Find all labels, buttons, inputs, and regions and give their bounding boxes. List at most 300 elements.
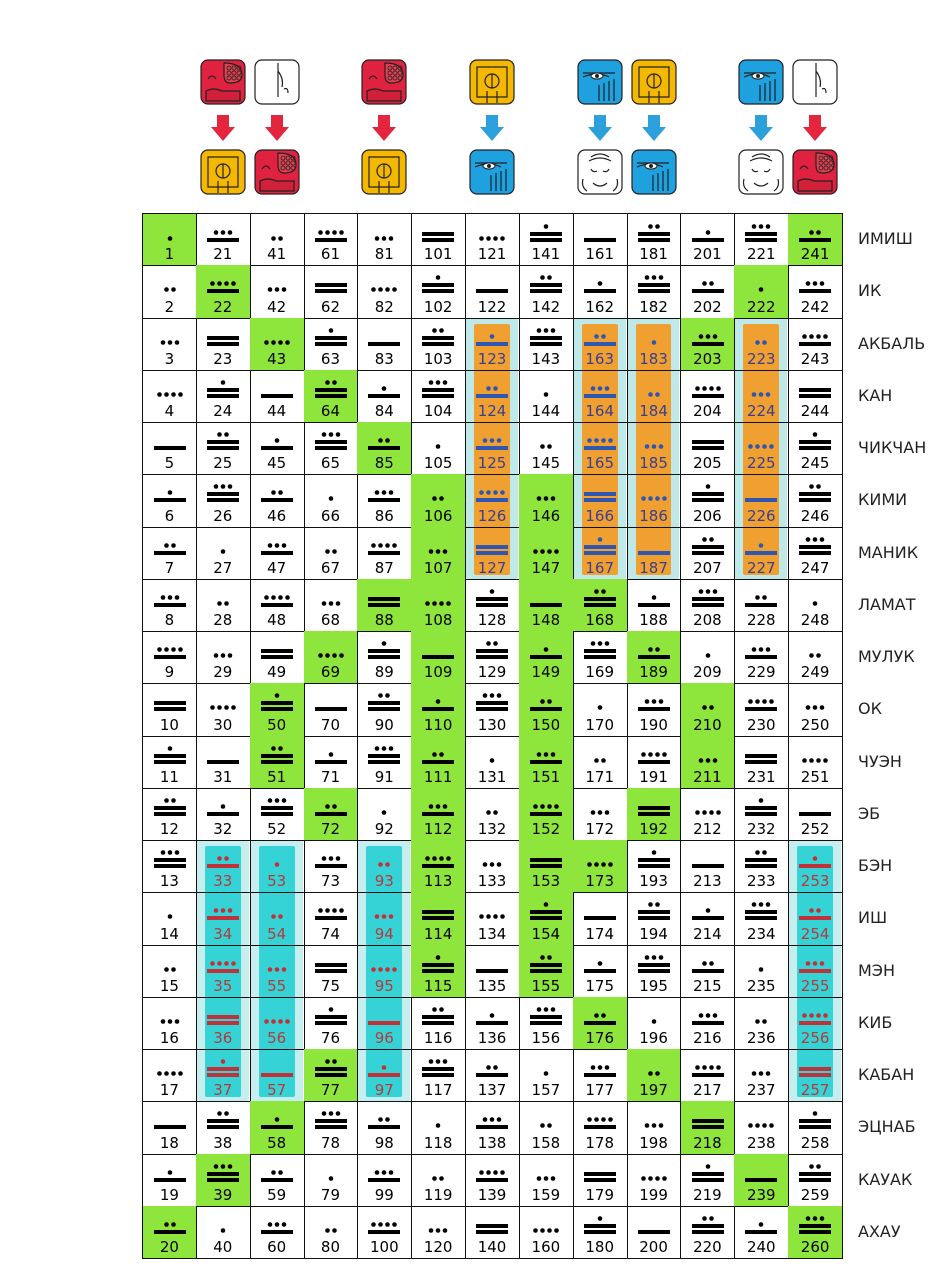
day-number: 122: [477, 297, 507, 316]
bar-mark: [692, 1119, 724, 1123]
dot-mark: [500, 914, 505, 919]
maya-numeral: [627, 1154, 681, 1186]
maya-numeral: [357, 1049, 411, 1081]
dot-mark: [759, 967, 764, 972]
bar-mark: [315, 760, 347, 764]
day-cell: [681, 265, 736, 318]
day-cell: [519, 788, 574, 841]
bar-mark: [799, 289, 831, 293]
day-cell: [357, 945, 412, 998]
day-cell: [627, 945, 682, 998]
day-cell: [573, 631, 628, 684]
dot-mark: [816, 758, 821, 763]
maya-numeral: [357, 370, 411, 402]
dot-mark: [547, 549, 552, 554]
bar-mark: [368, 394, 400, 398]
bar-mark: [638, 238, 670, 242]
day-cell: [142, 370, 197, 423]
day-number: 134: [477, 924, 507, 943]
bar-mark: [422, 232, 454, 236]
dot-mark: [221, 804, 226, 809]
maya-numeral: [411, 945, 465, 977]
day-cell: [465, 370, 520, 423]
day-number: 190: [639, 715, 668, 734]
day-cell: [142, 788, 197, 841]
day-cell: [250, 1049, 305, 1102]
red-glyph-icon: [200, 59, 246, 105]
dot-mark: [756, 1019, 761, 1024]
dot-mark: [210, 961, 215, 966]
day-number: 76: [320, 1029, 341, 1047]
dot-mark: [325, 1059, 330, 1064]
maya-numeral: [519, 1101, 573, 1133]
dot-mark: [486, 810, 491, 815]
day-cell: [250, 736, 305, 789]
day-cell: [304, 788, 359, 841]
bar-mark: [638, 232, 670, 236]
bar-mark: [315, 1073, 347, 1077]
dot-mark: [554, 1228, 559, 1233]
maya-numeral: [304, 1101, 358, 1133]
day-name-label: КАБАН: [858, 1065, 915, 1084]
bar-mark: [799, 1067, 831, 1071]
day-number: 94: [374, 924, 394, 943]
day-number: 143: [531, 349, 561, 368]
tzolkin-grid: [142, 213, 842, 1258]
day-cell: [734, 422, 789, 475]
dot-mark: [587, 1117, 592, 1122]
maya-numeral: [519, 736, 573, 768]
day-cell: [304, 370, 359, 423]
day-cell: [250, 370, 305, 423]
day-cell: [465, 1154, 520, 1207]
maya-numeral: [627, 1206, 681, 1238]
maya-numeral: [788, 1101, 842, 1133]
day-number: 103: [423, 349, 453, 368]
day-cell: [681, 527, 736, 580]
dot-mark: [770, 444, 775, 449]
dot-mark: [756, 850, 761, 855]
maya-numeral: [143, 579, 197, 611]
maya-numeral: [304, 892, 358, 924]
day-number: 51: [267, 767, 287, 786]
dot-mark: [382, 1065, 387, 1070]
day-cell: [142, 1154, 197, 1207]
bar-mark: [261, 649, 293, 653]
bar-mark: [476, 1125, 508, 1129]
maya-numeral: [250, 945, 304, 977]
bar-mark: [584, 597, 616, 601]
dot-mark: [705, 758, 710, 763]
dot-mark: [217, 281, 222, 286]
day-number: 13: [159, 872, 179, 891]
day-number: 246: [800, 506, 830, 525]
day-number: 73: [320, 872, 341, 891]
day-number: 243: [800, 349, 830, 368]
dot-mark: [551, 752, 556, 757]
day-number: 67: [320, 558, 341, 577]
day-cell: [357, 1101, 412, 1154]
dot-mark: [171, 1071, 176, 1076]
day-number: 192: [639, 820, 668, 838]
maya-numeral: [465, 370, 519, 402]
bar-mark: [584, 1230, 616, 1234]
dot-mark: [386, 967, 391, 972]
day-cell: [627, 527, 682, 580]
day-number: 236: [746, 1029, 776, 1047]
dot-mark: [439, 601, 444, 606]
maya-numeral: [465, 1154, 519, 1186]
day-name-label: ИМИШ: [858, 229, 913, 248]
dot-mark: [171, 647, 176, 652]
bar-mark: [745, 858, 777, 862]
dot-mark: [483, 693, 488, 698]
bar-mark: [315, 963, 347, 967]
day-cell: [465, 1101, 520, 1154]
maya-numeral: [519, 370, 573, 402]
bar-mark: [745, 238, 777, 242]
day-cell: [142, 1206, 197, 1259]
bar-mark: [261, 446, 293, 450]
day-cell: [681, 892, 736, 945]
dot-mark: [339, 653, 344, 658]
day-cell: [519, 892, 574, 945]
day-cell: [627, 683, 682, 736]
maya-numeral: [573, 736, 627, 768]
bar-mark: [530, 289, 562, 293]
day-cell: [681, 422, 736, 475]
dot-mark: [339, 230, 344, 235]
day-cell: [142, 840, 197, 893]
dot-mark: [544, 392, 549, 397]
bar-mark: [422, 916, 454, 920]
maya-numeral: [627, 1049, 681, 1081]
dot-mark: [281, 287, 286, 292]
bar-mark: [638, 864, 670, 868]
maya-numeral: [143, 892, 197, 924]
dot-mark: [224, 705, 229, 710]
maya-numeral: [788, 422, 842, 454]
day-cell: [573, 265, 628, 318]
dot-mark: [328, 752, 333, 757]
maya-numeral: [573, 788, 627, 820]
maya-numeral: [573, 579, 627, 611]
dot-mark: [274, 967, 279, 972]
white-face-glyph-icon: [577, 149, 623, 195]
bar-mark: [799, 492, 831, 496]
maya-numeral: [143, 265, 197, 297]
dot-mark: [816, 653, 821, 658]
day-cell: [411, 840, 466, 893]
day-cell: [357, 997, 412, 1050]
dot-mark: [813, 601, 818, 606]
maya-numeral: [196, 474, 250, 506]
dot-mark: [658, 275, 663, 280]
day-number: 195: [639, 976, 668, 995]
day-cell: [519, 1154, 574, 1207]
dot-mark: [644, 444, 649, 449]
dot-mark: [267, 287, 272, 292]
dot-mark: [712, 1013, 717, 1018]
dot-mark: [493, 386, 498, 391]
dot-mark: [763, 444, 768, 449]
day-cell: [465, 788, 520, 841]
day-name-label: МЭН: [858, 960, 896, 980]
day-number: 80: [320, 1238, 341, 1256]
maya-numeral: [357, 892, 411, 924]
day-number: 162: [585, 297, 615, 316]
maya-numeral: [357, 1101, 411, 1133]
maya-numeral: [143, 840, 197, 872]
dot-mark: [651, 955, 656, 960]
day-number: 251: [800, 767, 830, 786]
maya-numeral: [519, 214, 573, 246]
day-number: 42: [267, 297, 287, 316]
dot-mark: [278, 914, 283, 919]
dot-mark: [651, 1019, 656, 1024]
dot-mark: [328, 432, 333, 437]
maya-numeral: [196, 631, 250, 663]
maya-numeral: [465, 1101, 519, 1133]
day-number: 44: [267, 402, 287, 420]
dot-mark: [443, 804, 448, 809]
day-cell: [627, 1049, 682, 1102]
dot-mark: [709, 281, 714, 286]
maya-numeral: [357, 631, 411, 663]
bar-mark: [422, 760, 454, 764]
dot-mark: [651, 1123, 656, 1128]
bar-mark: [261, 603, 293, 607]
maya-numeral: [734, 370, 788, 402]
day-number: 108: [423, 611, 453, 629]
day-number: 75: [320, 976, 341, 995]
day-number: 77: [320, 1081, 341, 1100]
day-cell: [519, 422, 574, 475]
dot-mark: [443, 549, 448, 554]
day-cell: [411, 736, 466, 789]
dot-mark: [816, 908, 821, 913]
maya-numeral: [734, 683, 788, 715]
day-number: 216: [693, 1029, 722, 1047]
dot-mark: [224, 281, 229, 286]
day-number: 197: [639, 1081, 668, 1100]
day-cell: [519, 945, 574, 998]
day-number: 107: [423, 558, 453, 577]
dot-mark: [332, 549, 337, 554]
day-cell: [573, 213, 628, 266]
dot-mark: [770, 699, 775, 704]
bar-mark: [638, 806, 670, 810]
day-cell: [250, 422, 305, 475]
maya-numeral: [465, 527, 519, 559]
day-number: 245: [800, 454, 830, 473]
day-cell: [357, 736, 412, 789]
maya-numeral: [196, 1206, 250, 1238]
maya-numeral: [196, 1154, 250, 1186]
dot-mark: [486, 1065, 491, 1070]
maya-numeral: [681, 683, 735, 715]
maya-numeral: [627, 527, 681, 559]
day-cell: [681, 736, 736, 789]
dot-mark: [328, 856, 333, 861]
day-number: 176: [585, 1029, 615, 1047]
maya-numeral: [143, 422, 197, 454]
day-number: 110: [423, 715, 453, 734]
dot-mark: [318, 908, 323, 913]
day-number: 208: [693, 611, 722, 629]
day-cell: [573, 370, 628, 423]
maya-numeral: [627, 422, 681, 454]
bar-mark: [207, 1119, 239, 1123]
dot-mark: [537, 496, 542, 501]
day-cell: [250, 1206, 305, 1259]
day-cell: [250, 892, 305, 945]
bar-mark: [476, 289, 508, 293]
day-number: 86: [374, 506, 394, 525]
dot-mark: [372, 1222, 377, 1227]
dot-mark: [540, 444, 545, 449]
dot-mark: [655, 392, 660, 397]
bar-mark: [799, 1224, 831, 1228]
dot-mark: [601, 758, 606, 763]
bar-mark: [692, 864, 724, 868]
dot-mark: [702, 961, 707, 966]
dot-mark: [386, 543, 391, 548]
maya-numeral: [788, 788, 842, 820]
day-number: 97: [374, 1081, 394, 1100]
dot-mark: [702, 386, 707, 391]
maya-numeral: [465, 997, 519, 1029]
dot-mark: [393, 543, 398, 548]
maya-numeral: [573, 370, 627, 402]
dot-mark: [432, 752, 437, 757]
dot-mark: [590, 1065, 595, 1070]
bar-mark: [476, 394, 508, 398]
maya-numeral: [196, 736, 250, 768]
day-cell: [734, 474, 789, 527]
day-cell: [357, 265, 412, 318]
dot-mark: [479, 1170, 484, 1175]
dot-mark: [702, 1216, 707, 1221]
day-cell: [357, 579, 412, 632]
day-number: 54: [267, 924, 287, 943]
day-number: 166: [585, 506, 615, 525]
dot-mark: [705, 484, 710, 489]
bar-mark: [207, 1021, 239, 1025]
dot-mark: [716, 386, 721, 391]
day-number: 177: [585, 1081, 615, 1100]
dot-mark: [813, 281, 818, 286]
day-cell: [357, 474, 412, 527]
maya-numeral: [788, 1049, 842, 1081]
bar-mark: [422, 289, 454, 293]
dot-mark: [386, 862, 391, 867]
dot-mark: [651, 340, 656, 345]
day-cell: [573, 683, 628, 736]
bar-mark: [745, 498, 777, 502]
dot-mark: [328, 496, 333, 501]
bar-mark: [368, 498, 400, 502]
maya-numeral: [734, 997, 788, 1029]
bar-mark: [476, 969, 508, 973]
dot-mark: [641, 1176, 646, 1181]
day-number: 248: [800, 611, 830, 629]
bar-mark: [315, 707, 347, 711]
maya-numeral: [627, 945, 681, 977]
dot-mark: [695, 810, 700, 815]
day-cell: [196, 370, 251, 423]
day-name-label: КАУАК: [858, 1169, 913, 1189]
day-cell: [627, 1154, 682, 1207]
dot-mark: [763, 850, 768, 855]
maya-numeral: [788, 527, 842, 559]
dot-mark: [375, 236, 380, 241]
day-cell: [627, 579, 682, 632]
bar-mark: [422, 388, 454, 392]
maya-numeral: [250, 527, 304, 559]
day-cell: [142, 213, 197, 266]
day-cell: [573, 945, 628, 998]
maya-numeral: [573, 1154, 627, 1186]
day-name-label: АКБАЛЬ: [858, 333, 926, 353]
dot-mark: [432, 328, 437, 333]
dot-mark: [168, 914, 173, 919]
day-cell: [411, 265, 466, 318]
dot-mark: [709, 961, 714, 966]
dot-mark: [816, 334, 821, 339]
dot-mark: [763, 1123, 768, 1128]
maya-numeral: [250, 631, 304, 663]
day-number: 40: [213, 1238, 233, 1256]
dot-mark: [759, 1222, 764, 1227]
bar-mark: [261, 812, 293, 816]
day-cell: [411, 474, 466, 527]
dot-mark: [271, 1019, 276, 1024]
dot-mark: [608, 438, 613, 443]
maya-numeral: [196, 214, 250, 246]
dot-mark: [544, 1176, 549, 1181]
dot-mark: [382, 641, 387, 646]
dot-mark: [221, 1164, 226, 1169]
dot-mark: [490, 589, 495, 594]
day-cell: [627, 788, 682, 841]
day-cell: [142, 474, 197, 527]
day-number: 249: [800, 663, 830, 682]
bar-mark: [207, 498, 239, 502]
dot-mark: [328, 1007, 333, 1012]
day-number: 252: [800, 820, 830, 838]
dot-mark: [439, 1176, 444, 1181]
bar-mark: [207, 812, 239, 816]
day-number: 123: [477, 349, 507, 368]
dot-mark: [752, 902, 757, 907]
day-number: 113: [423, 872, 453, 891]
day-cell: [681, 788, 736, 841]
dot-mark: [267, 967, 272, 972]
bar-mark: [584, 1073, 616, 1077]
dot-mark: [709, 810, 714, 815]
bar-mark: [476, 545, 508, 549]
dot-mark: [483, 1117, 488, 1122]
dot-mark: [278, 340, 283, 345]
maya-numeral: [304, 1206, 358, 1238]
dot-mark: [766, 224, 771, 229]
day-number: 96: [374, 1029, 394, 1047]
dot-mark: [221, 484, 226, 489]
day-number: 18: [159, 1133, 179, 1152]
dot-mark: [335, 432, 340, 437]
day-number: 256: [800, 1029, 830, 1047]
